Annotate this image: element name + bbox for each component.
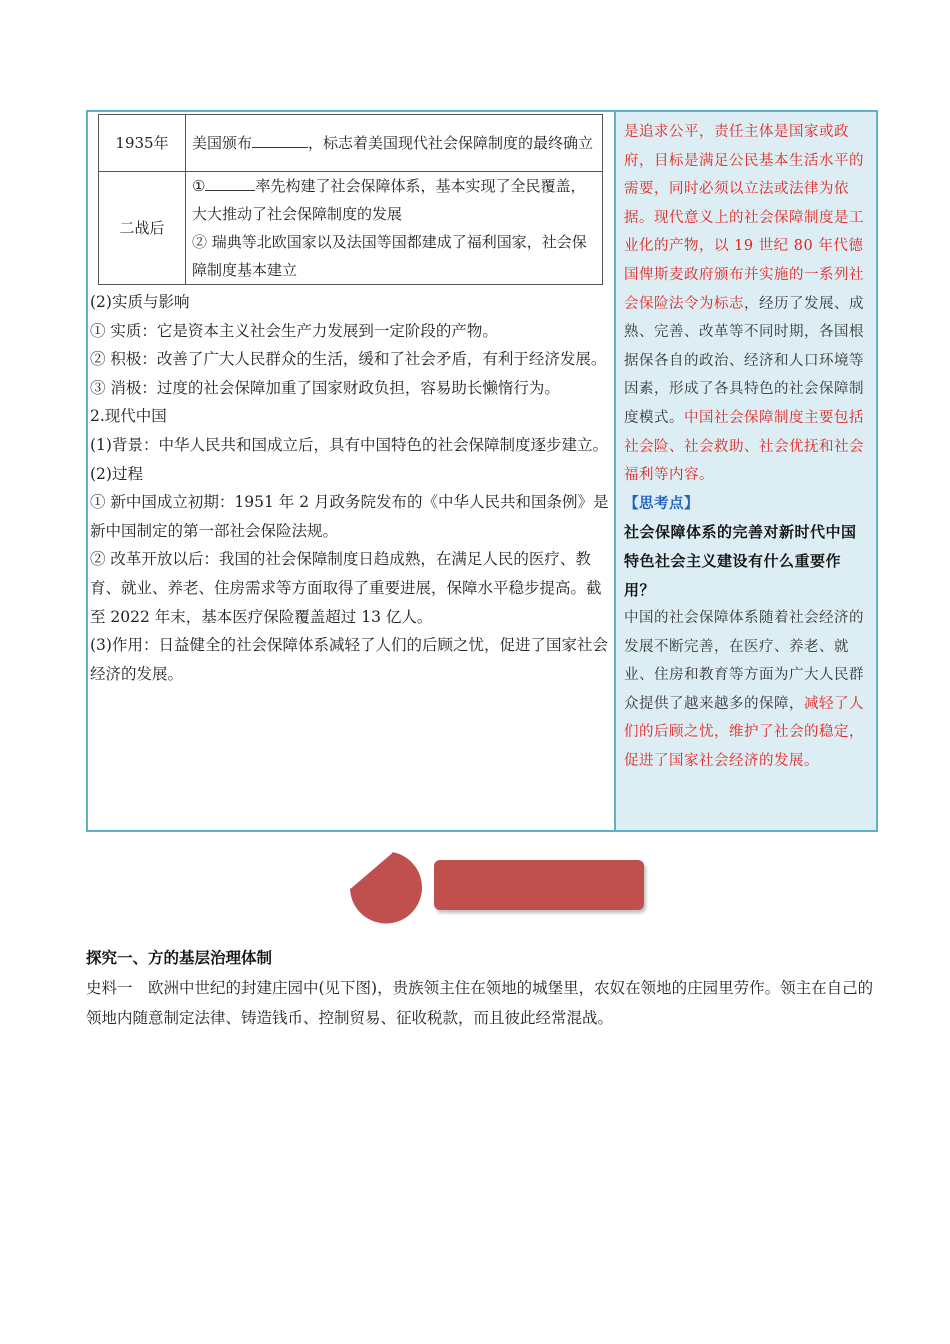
note-text: 中国的社会保障体系随着社会经济的发展不断完善，在医疗、养老、就业、住房和教育等方面为广大人民群众提供了越来越多的保障， xyxy=(624,610,864,712)
banner-bar xyxy=(434,860,644,910)
text-line: (2)过程 xyxy=(90,464,143,483)
table-cell xyxy=(186,172,603,285)
section-title: 探究一、方的基层治理体制 xyxy=(86,949,273,967)
cell-text: ① xyxy=(192,177,206,195)
table-key: 1935年 xyxy=(99,115,186,172)
side-notes xyxy=(614,112,876,830)
think-question: 社会保障体系的完善对新时代中国特色社会主义建设有什么重要作用？ xyxy=(624,523,857,599)
table-key: 二战后 xyxy=(99,172,186,285)
cell-text: 美国颁布 xyxy=(192,134,253,152)
text-line: ② 改革开放以后：我国的社会保障制度日趋成熟，在满足人民的医疗、教育、就业、养老、住房需求等方面取得了重要进展，保障水平稳步提高。截至 2022 年末，基本医疗保险覆盖超过 13 亿人。 xyxy=(90,550,602,626)
banner-circle-icon xyxy=(346,848,436,928)
cell-text: ② 瑞典等北欧国家以及法国等国都建成了福利国家，社会保障制度基本建立 xyxy=(192,233,587,279)
highlight-text: 是追求公平，责任主体是国家或政府，目标是满足公民基本生活水平的需要，同时必须以立法或法律为依据。现代意义上的社会保障制度是工业化的产物，以 19 世纪 80 年代德国俾斯麦政府颁布并实施的一系列社会保险法令为标志 xyxy=(624,124,864,312)
fill-blank xyxy=(205,176,255,191)
section-banner xyxy=(346,848,646,928)
content-frame xyxy=(86,110,878,832)
table-row xyxy=(99,172,603,285)
text-line: (3)作用：日益健全的社会保障体系减轻了人们的后顾之忧，促进了国家社会经济的发展。 xyxy=(90,636,608,683)
table-cell xyxy=(186,115,603,172)
text-line: (1)背景：中华人民共和国成立后，具有中国特色的社会保障制度逐步建立。 xyxy=(90,435,608,454)
highlight-text: 减轻了人们的后顾之忧，维护了社会的稳定，促进了国家社会经济的发展。 xyxy=(624,695,864,770)
cell-text: 率先构建了社会保障体系，基本实现了全民覆盖，大大推动了社会保障制度的发展 xyxy=(192,177,586,223)
text-line: ③ 消极：过度的社会保障加重了国家财政负担，容易助长懒惰行为。 xyxy=(90,378,560,397)
main-column xyxy=(88,112,614,830)
note-text: ，经历了发展、成熟、完善、改革等不同时期，各国根据保各自的政治、经济和人口环境等因素，形成了各具特色的社会保障制度模式。 xyxy=(624,295,864,426)
fill-blank xyxy=(252,133,308,148)
cell-text: ，标志着美国现代社会保障制度的最终确立 xyxy=(308,134,594,152)
timeline-table xyxy=(98,114,603,285)
main-text xyxy=(90,288,610,688)
text-line: 2.现代中国 xyxy=(90,407,167,426)
section-body xyxy=(86,973,880,1033)
think-answer xyxy=(624,604,870,776)
text-line: ① 新中国成立初期：1951 年 2 月政务院发布的《中华人民共和国条例》是新中国制定的第一部社会保险法规。 xyxy=(90,493,609,540)
side-note-text xyxy=(624,118,870,490)
text-line: ② 积极：改善了广大人民群众的生活，缓和了社会矛盾，有利于经济发展。 xyxy=(90,350,607,369)
source-paragraph: 史料一 欧洲中世纪的封建庄园中(见下图)，贵族领主住在领地的城堡里，农奴在领地的庄园里劳作。领主在自己的领地内随意制定法律、铸造钱币、控制贸易、征收税款，而且彼此经常混战。 xyxy=(86,979,874,1027)
highlight-text: 中国社会保障制度主要包括社会险、社会救助、社会优抚和社会福利等内容。 xyxy=(624,409,864,484)
think-point-label: 【思考点】 xyxy=(624,495,699,512)
table-row xyxy=(99,115,603,172)
text-line: ① 实质：它是资本主义社会生产力发展到一定阶段的产物。 xyxy=(90,321,498,340)
text-line: (2)实质与影响 xyxy=(90,293,190,311)
